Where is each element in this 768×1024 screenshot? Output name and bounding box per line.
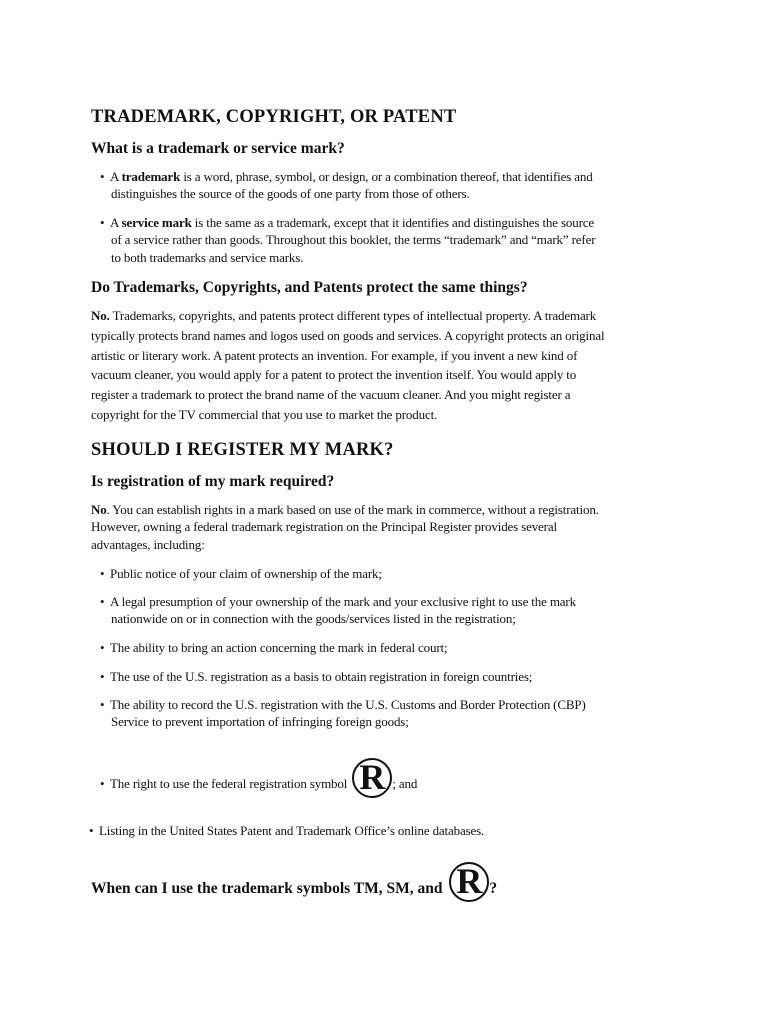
registered-trademark-icon: R [449,862,489,902]
advantage-public-notice: • Public notice of your claim of ownership of the mark; [100,566,382,581]
bullet-dot: • [100,169,105,184]
advantage-registration-symbol: • The right to use the federal registration symbol R ; and [100,757,418,798]
question-when-use-symbols: When can I use the trademark symbols TM, SM, and R ? [91,861,498,902]
answer-registration-not-required: No. You can establish rights in a mark based on use of the mark in commerce, without a registration. However, owning a federal trademark registration on the Principal Register provides several advantages, including: [91,502,599,552]
term-service-mark: service mark [121,215,192,230]
section-title-should-i-register: SHOULD I REGISTER MY MARK? [91,440,394,460]
advantage-federal-court: • The ability to bring an action concerning the mark in federal court; [100,640,448,655]
question-same-protection: Do Trademarks, Copyrights, and Patents protect the same things? [91,279,528,296]
answer-protection-differences: No. Trademarks, copyrights, and patents protect different types of intellectual property. A trademark typically protects brand names and logos used on goods and services. A copyright protects an original artistic or literary work. A patent protects an invention. For example, if you invent a new kind of vacuum cleaner, you would apply for a patent to protect the invention itself. You would apply to register a trademark to protect the brand name of the vacuum cleaner. And you might register a copyright for the TV commercial that you use to market the product. [91,308,605,422]
advantage-online-databases: • Listing in the United States Patent and Trademark Office’s online databases. [89,823,485,838]
term-trademark: trademark [121,169,181,184]
bullet-service-mark-definition: • A service mark is the same as a trademark, except that it identifies and distinguishes the source of a service rather than goods. Throughout this booklet, the terms “trademark” and “mark” refer to both trademarks and service marks. [100,215,596,265]
advantage-foreign-registration: • The use of the U.S. registration as a basis to obtain registration in foreign countries; [100,669,533,684]
question-registration-required: Is registration of my mark required? [91,473,335,490]
section-title-trademark-copyright-patent: TRADEMARK, COPYRIGHT, OR PATENT [91,107,457,127]
advantage-legal-presumption: • A legal presumption of your ownership of the mark and your exclusive right to use the mark nationwide on or in connection with the goods/services listed in the registration; [100,594,576,627]
bullet-trademark-definition: • A trademark is a word, phrase, symbol, or design, or a combination thereof, that identifies and distinguishes the source of the goods of one party from those of others. [100,169,593,202]
registered-trademark-icon: R [352,758,392,798]
question-what-is-trademark: What is a trademark or service mark? [91,140,345,157]
advantage-customs-recording: • The ability to record the U.S. registration with the U.S. Customs and Border Protection (CBP) Service to prevent importation of infringing foreign goods; [100,697,586,730]
